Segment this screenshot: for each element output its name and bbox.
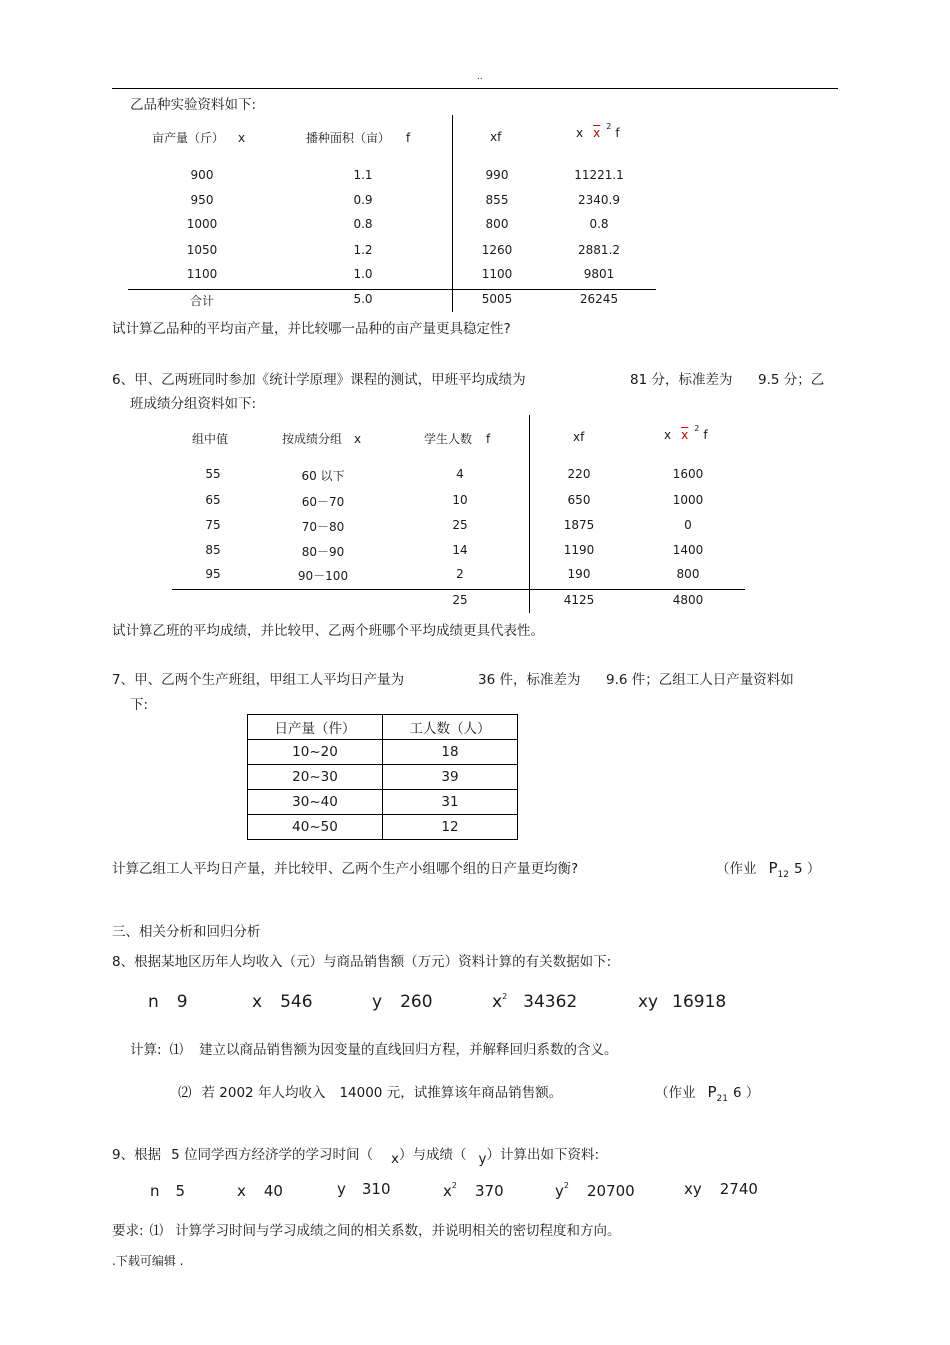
- q8-reference: （作业 $P_{21}$ 6 ）: [655, 1083, 760, 1104]
- q6-header-mid: 组中值: [192, 432, 229, 446]
- q5-intro: 乙品种实验资料如下:: [130, 97, 257, 113]
- q7-header-row: [248, 715, 518, 740]
- q7-std: 9.6 件；乙组工人日产量资料如: [606, 672, 794, 688]
- q8-calc-2: ⑵ 若 2002 年人均收入 14000 元，试推算该年商品销售额。: [178, 1085, 563, 1101]
- q5-question: 试计算乙品种的平均亩产量，并比较哪一品种的亩产量更具稳定性?: [112, 321, 511, 337]
- q6-mean: 81 分，标准差为: [630, 372, 733, 388]
- q6-header-students: 学生人数 f: [424, 432, 491, 446]
- q5-header-dev: x $\overline{x}$ $^2$ f: [576, 122, 620, 140]
- q9-requirement: 要求: ⑴ 计算学习时间与学习成绩之间的相关系数，并说明相关的密切程度和方向。: [112, 1223, 621, 1239]
- q7-header-workers: 工人数（人）: [383, 715, 518, 740]
- q5-header-x: 亩产量（斤） x: [152, 131, 246, 145]
- q8-intro: 8、根据某地区历年人均收入（元）与商品销售额（万元）资料计算的有关数据如下:: [112, 954, 612, 970]
- q9-stat-xy: xy 2740: [684, 1180, 758, 1198]
- q7-mean: 36 件，标准差为: [478, 672, 581, 688]
- q7-line2: 下:: [130, 697, 149, 713]
- q9-stat-x: x 40: [237, 1182, 283, 1200]
- q8-stat-x: x 546: [252, 992, 313, 1012]
- q9-stat-y: y 310: [337, 1180, 391, 1198]
- q6-std: 9.5 分；乙: [758, 372, 825, 388]
- q7-question: 计算乙组工人平均日产量，并比较甲、乙两个生产小组哪个组的日产量更均衡?: [112, 861, 579, 877]
- q7-header-output: 日产量（件）: [248, 715, 383, 740]
- q7-table: [247, 714, 518, 840]
- q5-header-xf: xf: [490, 130, 502, 144]
- q8-stat-n: n 9: [148, 992, 188, 1012]
- q5-divider: [452, 115, 453, 312]
- footer-note: .下载可编辑 .: [112, 1254, 184, 1268]
- q9-stat-n: n 5: [150, 1182, 186, 1200]
- q8-stat-xy: xy 16918: [638, 992, 727, 1012]
- q8-calc-1: 计算: ⑴ 建立以商品销售额为因变量的直线回归方程，并解释回归系数的含义。: [130, 1042, 618, 1058]
- q7-line1: 7、甲、乙两个生产班组，甲组工人平均日产量为: [112, 672, 405, 688]
- table-row: 20~30 39: [248, 765, 518, 790]
- q6-header-xf: xf: [573, 430, 585, 444]
- q7-reference: （作业 $P_{12}$ 5 ）: [716, 859, 821, 880]
- header-mark: ..: [477, 72, 483, 82]
- q6-total-rule: [172, 589, 745, 590]
- q8-stat-x2: $x^2$ 34362: [492, 992, 578, 1012]
- q8-stat-y: y 260: [372, 992, 433, 1012]
- q6-line2: 班成绩分组资料如下:: [130, 396, 257, 412]
- q9-stat-x2: $x^2$ 370: [443, 1181, 504, 1200]
- q6-header-group: 按成绩分组 x: [282, 432, 362, 446]
- q6-header-dev: x $\overline{x}$ $^2$ f: [664, 424, 708, 442]
- q6-line1: 6、甲、乙两班同时参加《统计学原理》课程的测试，甲班平均成绩为: [112, 372, 526, 388]
- header-rule: [112, 88, 838, 89]
- section-heading: 三、相关分析和回归分析: [112, 924, 261, 940]
- q9-stat-y2: $y^2$ 20700: [555, 1181, 635, 1200]
- q9-intro: 9、根据 5 位同学西方经济学的学习时间（ x）与成绩（ y）计算出如下资料:: [112, 1147, 600, 1167]
- table-row: 40~50 12: [248, 815, 518, 840]
- q6-question: 试计算乙班的平均成绩，并比较甲、乙两个班哪个平均成绩更具代表性。: [112, 623, 544, 639]
- q5-header-f: 播种面积（亩） f: [306, 131, 411, 145]
- q6-divider: [529, 415, 530, 613]
- table-row: 30~40 31: [248, 790, 518, 815]
- q5-total-rule: [128, 289, 656, 290]
- table-row: 10~20 18: [248, 740, 518, 765]
